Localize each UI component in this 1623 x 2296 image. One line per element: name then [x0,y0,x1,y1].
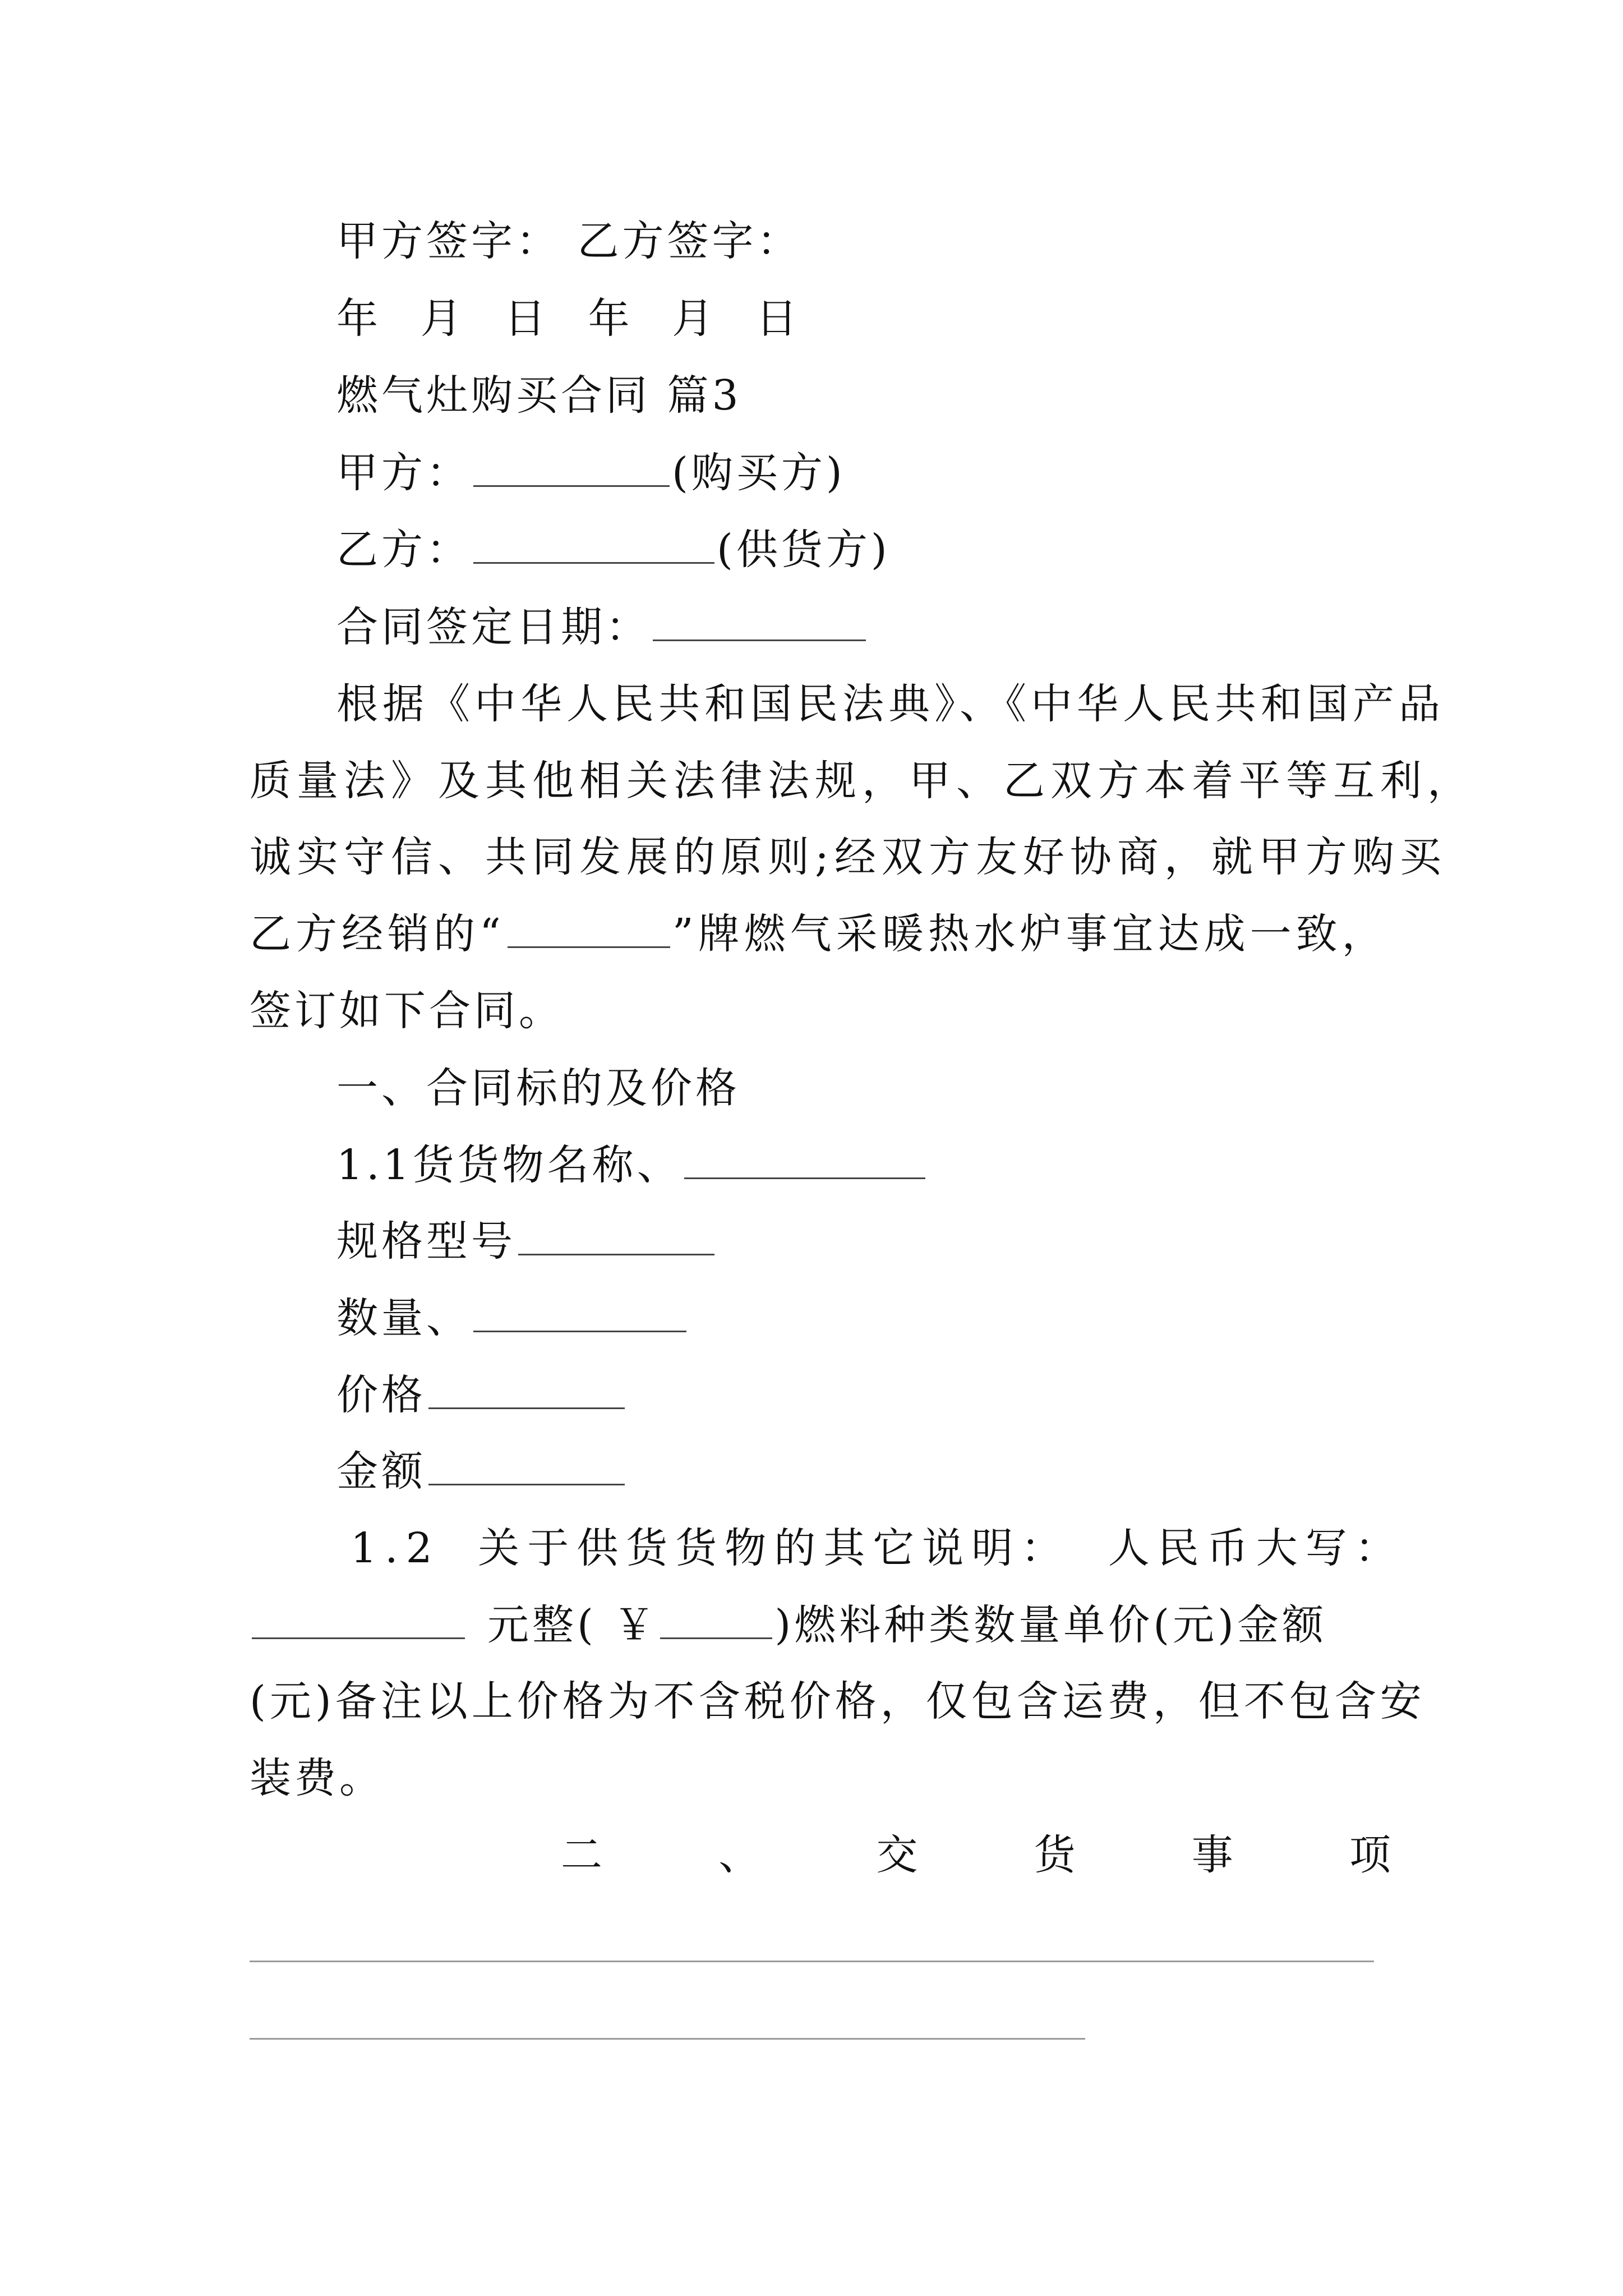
party-a-line [336,445,846,501]
spec-label: 规格型号 [336,1217,516,1266]
note-line-4: 装费。 [250,1754,384,1802]
spec-blank [518,1219,714,1255]
preamble-line-4 [250,906,1388,962]
item-name-label: 1.1货货物名称、 [336,1141,682,1189]
brand-blank [508,912,670,948]
preamble-line-1: 根据《中华人民共和国民法典》、《中华人民共和国产品 [336,680,1445,728]
section-2-heading [561,1827,1391,1883]
section-2-char: 、 [718,1831,760,1879]
party-b-note: (供货方) [717,526,891,574]
amount-words-blank [252,1603,465,1639]
note-line-2-end: )燃料种类数量单价(元)金额 [774,1601,1327,1649]
signature-line [336,213,802,269]
party-a-label: 甲方： [336,449,471,497]
section-1-heading: 一、合同标的及价格 [336,1064,740,1112]
amount-figure-blank [660,1603,772,1639]
party-b-signature-label: 乙方签字： [577,217,802,265]
item-name-blank [684,1143,925,1179]
contract-date-label: 合同签定日期： [336,603,651,651]
party-b-line [336,522,891,578]
party-b-blank [473,527,714,564]
quantity-blank [473,1296,686,1332]
section-2-char: 货 [1034,1831,1076,1879]
preamble-line-4-start: 乙方经销的“ [250,910,505,958]
party-a-note: (购买方) [672,449,846,497]
amount-blank [428,1449,625,1485]
preamble-line-4-end: ”牌燃气采暖热水炉事宜达成一致， [672,910,1388,958]
price-line [336,1367,627,1423]
section-2-char: 事 [1191,1831,1233,1879]
signature-date-line: 年 月 日 年 月 日 [336,295,801,343]
quantity-line [336,1290,689,1346]
section-2-char: 交 [876,1831,918,1879]
section-2-char: 项 [1349,1831,1391,1879]
party-a-signature-label: 甲方签字： [336,217,561,265]
item-name-line [336,1137,928,1193]
preamble-line-3: 诚实守信、共同发展的原则;经双方友好协商，就甲方购买 [250,833,1447,881]
preamble-line-2: 质量法》及其他相关法律法规，甲、乙双方本着平等互利， [250,757,1474,805]
spec-line [336,1213,717,1269]
quantity-label: 数量、 [336,1294,471,1342]
preamble-line-5: 签订如下合同。 [250,987,564,1035]
amount-line [336,1443,627,1499]
contract-date-blank [653,605,866,641]
note-line-2-start: 元整( ￥ [487,1601,658,1649]
party-a-blank [473,450,670,487]
section-2-char: 二 [561,1831,602,1879]
price-blank [428,1373,625,1409]
delivery-blank-line-1 [250,1961,1374,1962]
note-line-2 [250,1597,1327,1653]
note-line-3: (元)备注以上价格为不含税价格，仅包含运费，但不包含安 [250,1677,1426,1726]
contract-date-line [336,599,868,655]
price-label: 价格 [336,1371,426,1419]
document-title: 燃气灶购买合同 篇3 [336,371,742,420]
note-line-1: 1.2 关于供货货物的其它说明： 人民币大写： [351,1524,1404,1572]
amount-label: 金额 [336,1447,426,1496]
party-b-label: 乙方： [336,526,471,574]
delivery-blank-line-2 [250,2038,1085,2040]
